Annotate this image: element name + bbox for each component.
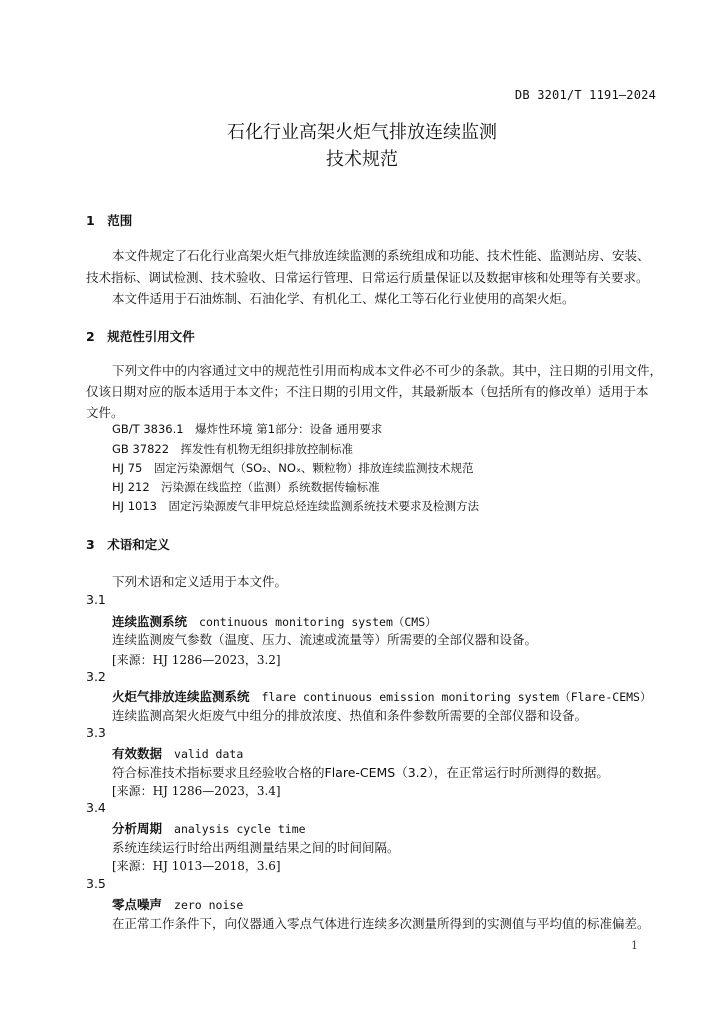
term-source: [来源：HJ 1286—2023，3.4]: [112, 784, 281, 798]
document-title-line-1: 石化行业高架火炬气排放连续监测: [227, 122, 497, 143]
term-definition: 连续监测废气参数（温度、压力、流速或流量等）所需要的全部仪器和设备。: [112, 632, 538, 647]
section-3-heading: 3 术语和定义: [86, 537, 170, 552]
term-definition: 符合标准技术指标要求且经验收合格的Flare-CEMS（3.2），在正常运行时所测得的数据。: [112, 765, 609, 780]
term-chinese: 连续监测系统: [112, 614, 188, 629]
section-1-paragraph-2: 本文件适用于石油炼制、石油化学、有机化工、煤化工等石化行业使用的高架火炬。: [112, 291, 575, 306]
term-chinese: 分析周期: [112, 821, 163, 836]
normative-reference: GB/T 3836.1 爆炸性环境 第1部分：设备 通用要求: [112, 422, 383, 436]
term-english: valid data: [174, 747, 244, 761]
term-source: [来源：HJ 1013—2018，3.6]: [112, 859, 281, 873]
normative-reference: HJ 212 污染源在线监控（监测）系统数据传输标准: [112, 480, 380, 494]
term-source: [来源：HJ 1286—2023，3.2]: [112, 653, 281, 667]
term-number: 3.1: [86, 592, 106, 607]
section-2-heading: 2 规范性引用文件: [86, 329, 195, 344]
normative-reference: HJ 75 固定污染源烟气（SO₂、NOₓ、颗粒物）排放连续监测技术规范: [112, 461, 474, 475]
document-title-line-2: 技术规范: [326, 149, 398, 170]
term-entry: [112, 612, 437, 630]
term-entry: [112, 895, 243, 913]
section-2-paragraph-line-3: 文件。: [86, 405, 124, 420]
term-english: zero noise: [174, 898, 244, 912]
term-number: 3.2: [86, 669, 106, 684]
section-2-paragraph-line-1: 下列文件中的内容通过文中的规范性引用而构成本文件必不可少的条款。其中，注日期的引用文件，: [112, 363, 663, 378]
normative-reference: HJ 1013 固定污染源废气非甲烷总烃连续监测系统技术要求及检测方法: [112, 499, 479, 513]
page-number: 1: [631, 939, 638, 952]
term-english: continuous monitoring system（CMS）: [199, 615, 437, 629]
document-code: DB 3201/T 1191—2024: [514, 88, 656, 102]
term-definition: 在正常工作条件下，向仪器通入零点气体进行连续多次测量所得到的实测值与平均值的标准偏差。: [112, 916, 650, 931]
section-1-heading: 1 范围: [86, 213, 133, 228]
term-entry: [112, 687, 651, 705]
section-3-intro: 下列术语和定义适用于本文件。: [112, 574, 288, 589]
section-1-paragraph-1-line-1: 本文件规定了石化行业高架火炬气排放连续监测的系统组成和功能、技术性能、监测站房、安装、: [112, 248, 650, 263]
term-english: flare continuous emission monitoring system（Flare-CEMS）: [261, 690, 652, 704]
term-chinese: 零点噪声: [112, 897, 163, 912]
term-chinese: 有效数据: [112, 746, 163, 761]
term-entry: [112, 819, 306, 837]
term-number: 3.3: [86, 725, 106, 740]
normative-reference: GB 37822 挥发性有机物无组织排放控制标准: [112, 442, 354, 456]
term-definition: 连续监测高架火炬废气中组分的排放浓度、热值和条件参数所需要的全部仪器和设备。: [112, 708, 588, 723]
term-number: 3.4: [86, 800, 106, 815]
section-1-paragraph-1-line-2: 技术指标、调试检测、技术验收、日常运行管理、日常运行质量保证以及数据审核和处理等有关要求。: [86, 270, 649, 285]
section-2-paragraph-line-2: 仅该日期对应的版本适用于本文件；不注日期的引用文件，其最新版本（包括所有的修改单）适用于本: [86, 384, 649, 399]
term-definition: 系统连续运行时给出两组测量结果之间的时间间隔。: [112, 840, 400, 855]
term-number: 3.5: [86, 876, 106, 891]
term-english: analysis cycle time: [174, 822, 306, 836]
term-chinese: 火炬气排放连续监测系统: [112, 689, 250, 704]
term-entry: [112, 744, 243, 762]
